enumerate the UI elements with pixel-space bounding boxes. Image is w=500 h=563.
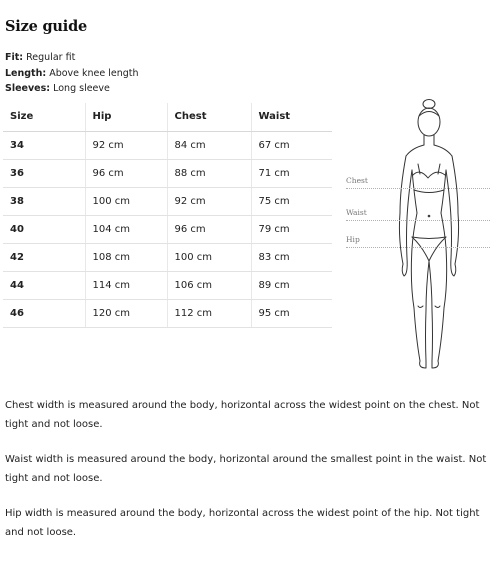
hip-cell: 120 cm (85, 299, 167, 327)
chest-cell: 84 cm (167, 131, 251, 159)
spec-sleeves-key: Sleeves: (5, 83, 51, 94)
waist-measure-line (346, 220, 490, 221)
hip-measure-line (346, 247, 490, 248)
waist-cell: 89 cm (251, 271, 332, 299)
chest-label: Chest (346, 176, 368, 185)
size-cell: 34 (3, 131, 85, 159)
chest-cell: 106 cm (167, 271, 251, 299)
chest-cell: 88 cm (167, 159, 251, 187)
table-row (3, 299, 332, 327)
waist-cell: 95 cm (251, 299, 332, 327)
hip-note: Hip width is measured around the body, horizontal across the widest point of the hip. Not tight and not loose. (5, 508, 480, 538)
table-row (3, 271, 332, 299)
spec-fit-key: Fit: (5, 52, 24, 63)
spec-sleeves-value: Long sleeve (53, 83, 110, 94)
size-cell: 36 (3, 159, 85, 187)
spec-sleeves (5, 81, 139, 97)
column-header-hip: Hip (85, 103, 167, 131)
waist-cell: 83 cm (251, 243, 332, 271)
chest-measure-line (346, 188, 490, 189)
size-cell: 44 (3, 271, 85, 299)
spec-fit-value: Regular fit (26, 52, 76, 63)
spec-fit (5, 50, 139, 66)
chest-cell: 100 cm (167, 243, 251, 271)
waist-label: Waist (346, 208, 367, 217)
hip-label: Hip (346, 235, 360, 244)
waist-note: Waist width is measured around the body, horizontal around the smallest point in the waist. Not tight and not loose. (5, 454, 487, 484)
spec-length-key: Length: (5, 67, 47, 79)
hip-cell: 108 cm (85, 243, 167, 271)
waist-cell: 75 cm (251, 187, 332, 215)
table-row (3, 187, 332, 215)
size-table (3, 103, 332, 328)
table-row (3, 159, 332, 187)
product-specs (5, 50, 139, 97)
hip-cell: 100 cm (85, 187, 167, 215)
size-cell: 40 (3, 215, 85, 243)
waist-cell: 67 cm (251, 131, 332, 159)
chest-cell: 112 cm (167, 299, 251, 327)
page-title: Size guide (5, 18, 88, 35)
measurement-notes (5, 396, 497, 558)
waist-cell: 71 cm (251, 159, 332, 187)
table-row (3, 131, 332, 159)
body-outline-illustration (340, 98, 490, 373)
hip-cell: 114 cm (85, 271, 167, 299)
chest-note: Chest width is measured around the body, horizontal across the widest point on the chest. Not tight and not loose. (5, 400, 480, 430)
table-row (3, 215, 332, 243)
hip-cell: 96 cm (85, 159, 167, 187)
spec-length (5, 66, 139, 82)
column-header-size: Size (3, 103, 85, 131)
chest-cell: 96 cm (167, 215, 251, 243)
table-row (3, 243, 332, 271)
size-cell: 46 (3, 299, 85, 327)
size-cell: 38 (3, 187, 85, 215)
chest-cell: 92 cm (167, 187, 251, 215)
column-header-waist: Waist (251, 103, 332, 131)
body-measurement-figure (340, 98, 490, 373)
spec-length-value: Above knee length (49, 67, 139, 79)
column-header-chest: Chest (167, 103, 251, 131)
size-cell: 42 (3, 243, 85, 271)
waist-cell: 79 cm (251, 215, 332, 243)
hip-cell: 92 cm (85, 131, 167, 159)
hip-cell: 104 cm (85, 215, 167, 243)
table-header-row (3, 103, 332, 131)
